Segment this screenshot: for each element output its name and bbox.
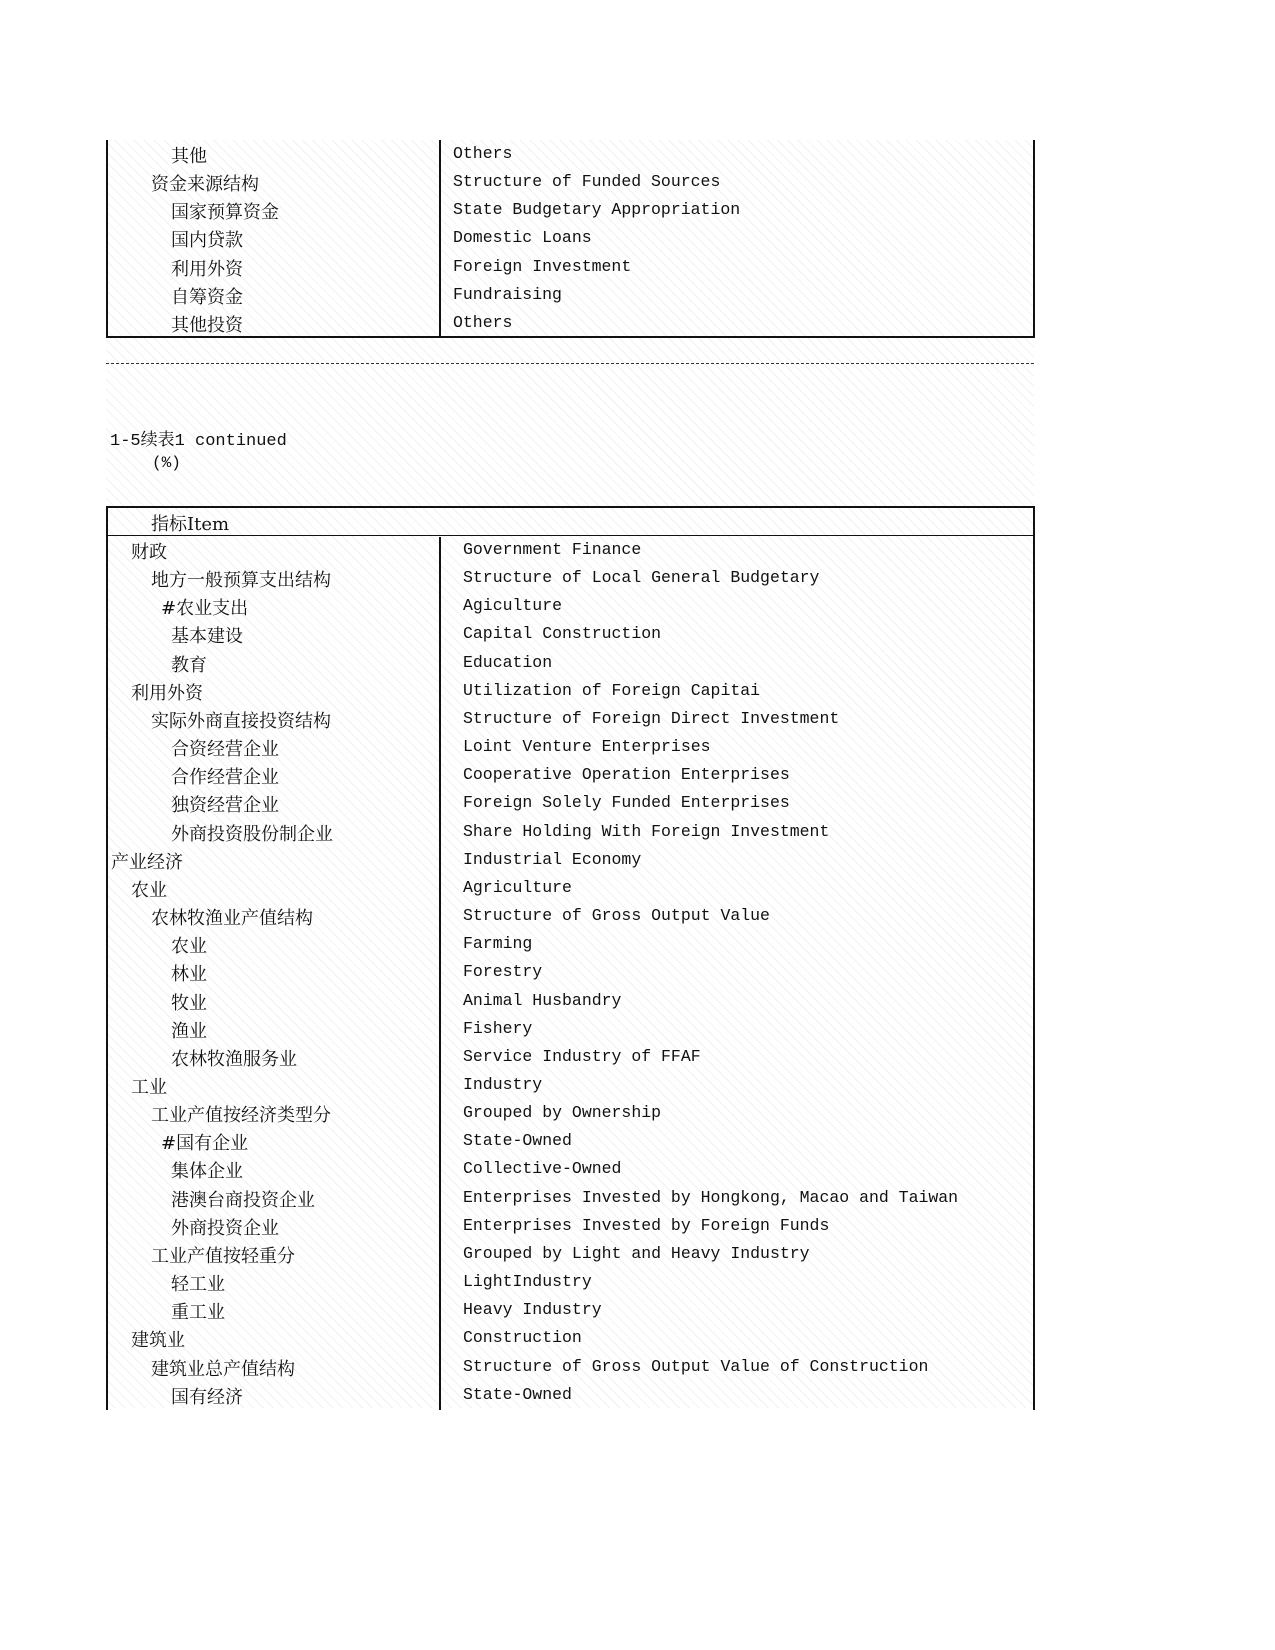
item-chinese: #农业支出 xyxy=(161,598,249,620)
table-row xyxy=(108,1240,1033,1268)
item-chinese: 轻工业 xyxy=(171,1274,225,1296)
item-english: State-Owned xyxy=(463,1131,572,1151)
item-english: Fundraising xyxy=(453,284,562,304)
table-row xyxy=(108,1043,1033,1071)
item-english: Others xyxy=(453,312,513,332)
item-chinese: 集体企业 xyxy=(171,1161,243,1183)
item-english: Collective-Owned xyxy=(463,1159,622,1179)
table-row xyxy=(108,196,1033,224)
item-english: Agriculture xyxy=(463,877,572,897)
item-english: Animal Husbandry xyxy=(463,990,622,1010)
section-title xyxy=(110,425,287,451)
table-row xyxy=(108,253,1033,281)
item-chinese: 基本建设 xyxy=(171,626,243,648)
item-chinese: 建筑业总产值结构 xyxy=(151,1358,295,1380)
item-chinese: 国家预算资金 xyxy=(171,202,279,224)
item-chinese: 国有经济 xyxy=(171,1386,243,1408)
table-row xyxy=(108,733,1033,761)
table-row xyxy=(108,1296,1033,1324)
item-english: Industrial Economy xyxy=(463,849,642,869)
item-chinese: 实际外商直接投资结构 xyxy=(151,710,331,732)
item-chinese: 农林牧渔服务业 xyxy=(171,1048,297,1070)
item-chinese: 林业 xyxy=(171,964,207,986)
item-english: Enterprises Invested by Hongkong, Macao and Taiwan xyxy=(463,1187,959,1207)
item-chinese: 教育 xyxy=(171,654,207,676)
item-chinese: 渔业 xyxy=(171,1020,207,1042)
table-bottom xyxy=(106,506,1035,1410)
item-chinese: 外商投资企业 xyxy=(171,1217,279,1239)
table-header xyxy=(108,508,1033,536)
item-english: Farming xyxy=(463,934,533,954)
table-row xyxy=(108,1015,1033,1043)
item-english: Loint Venture Enterprises xyxy=(463,737,711,757)
item-english: Service Industry of FFAF xyxy=(463,1046,701,1066)
item-english: Agiculture xyxy=(463,596,563,616)
table-row xyxy=(108,309,1033,337)
table-row xyxy=(108,930,1033,958)
item-chinese: 工业 xyxy=(131,1076,167,1098)
table-row xyxy=(108,536,1033,564)
item-chinese: 地方一般预算支出结构 xyxy=(151,570,331,592)
page-break-line xyxy=(106,363,1034,364)
table-top xyxy=(106,140,1035,338)
table-row xyxy=(108,1353,1033,1381)
table-row xyxy=(108,1099,1033,1127)
item-chinese: 农林牧渔业产值结构 xyxy=(151,908,313,930)
table-row xyxy=(108,958,1033,986)
unit-label: (%) xyxy=(152,454,181,472)
item-english: Construction xyxy=(463,1328,582,1348)
item-chinese: 自筹资金 xyxy=(171,286,243,308)
item-chinese: 财政 xyxy=(131,542,167,563)
item-chinese: 国内贷款 xyxy=(171,230,243,252)
item-chinese: 工业产值按经济类型分 xyxy=(151,1105,331,1127)
item-english: Education xyxy=(463,652,553,672)
table-row xyxy=(108,705,1033,733)
item-chinese: 外商投资股份制企业 xyxy=(171,823,333,845)
item-chinese: 产业经济 xyxy=(111,851,183,873)
item-chinese: 其他 xyxy=(171,146,207,167)
item-chinese: 牧业 xyxy=(171,992,207,1014)
item-english: Others xyxy=(453,144,513,163)
table-row xyxy=(108,1155,1033,1183)
table-row xyxy=(108,1324,1033,1352)
item-chinese: 其他投资 xyxy=(171,314,243,336)
table-row xyxy=(108,874,1033,902)
item-chinese: 合资经营企业 xyxy=(171,739,279,761)
item-chinese: 港澳台商投资企业 xyxy=(171,1189,315,1211)
table-row xyxy=(108,281,1033,309)
item-english: State Budgetary Appropriation xyxy=(453,200,741,220)
table-row xyxy=(108,987,1033,1015)
table-row xyxy=(108,1071,1033,1099)
table-row xyxy=(108,168,1033,196)
item-english: Capital Construction xyxy=(463,624,662,644)
item-english: Foreign Solely Funded Enterprises xyxy=(463,793,790,813)
table-row xyxy=(108,1212,1033,1240)
item-chinese: 农业 xyxy=(171,936,207,958)
table-row xyxy=(108,1381,1033,1409)
table-row xyxy=(108,1184,1033,1212)
item-english: State-Owned xyxy=(463,1384,572,1404)
item-chinese: 工业产值按轻重分 xyxy=(151,1245,295,1267)
item-english: Utilization of Foreign Capitai xyxy=(463,680,761,700)
item-english: Share Holding With Foreign Investment xyxy=(463,821,830,841)
table-row xyxy=(108,224,1033,252)
table-row xyxy=(108,620,1033,648)
item-english: Foreign Investment xyxy=(453,256,632,276)
item-chinese: 利用外资 xyxy=(131,682,203,704)
item-english: Industry xyxy=(463,1074,543,1094)
table-row xyxy=(108,902,1033,930)
table-row xyxy=(108,1127,1033,1155)
item-english: Heavy Industry xyxy=(463,1300,602,1320)
table-row xyxy=(108,818,1033,846)
table-row xyxy=(108,677,1033,705)
section-title-text: 1-5续表1 continued xyxy=(110,432,287,451)
item-english: Fishery xyxy=(463,1018,533,1038)
table-row xyxy=(108,846,1033,874)
item-english: Structure of Gross Output Value xyxy=(463,906,770,926)
item-english: Forestry xyxy=(463,962,543,982)
item-chinese: 合作经营企业 xyxy=(171,767,279,789)
item-english: Structure of Local General Budgetary xyxy=(463,568,820,588)
item-english: Structure of Foreign Direct Investment xyxy=(463,708,840,728)
item-english: Structure of Gross Output Value of Construction xyxy=(463,1356,929,1376)
item-english: Grouped by Ownership xyxy=(463,1103,662,1123)
table-row xyxy=(108,649,1033,677)
table-row xyxy=(108,140,1033,168)
item-chinese: 农业 xyxy=(131,879,167,901)
table-row xyxy=(108,761,1033,789)
item-english: Government Finance xyxy=(463,540,642,559)
item-chinese: 重工业 xyxy=(171,1302,225,1324)
item-english: LightIndustry xyxy=(463,1272,592,1292)
header-cell: 指标Item xyxy=(151,514,230,535)
table-row xyxy=(108,592,1033,620)
item-chinese: 独资经营企业 xyxy=(171,795,279,817)
table-row xyxy=(108,1268,1033,1296)
item-english: Cooperative Operation Enterprises xyxy=(463,765,790,785)
table-row xyxy=(108,564,1033,592)
item-chinese: 资金来源结构 xyxy=(151,174,259,196)
item-english: Grouped by Light and Heavy Industry xyxy=(463,1243,810,1263)
item-english: Structure of Funded Sources xyxy=(453,172,721,192)
table-row xyxy=(108,789,1033,817)
item-english: Enterprises Invested by Foreign Funds xyxy=(463,1215,830,1235)
item-english: Domestic Loans xyxy=(453,228,592,248)
item-chinese: 建筑业 xyxy=(131,1330,185,1352)
item-chinese: #国有企业 xyxy=(161,1133,249,1155)
item-chinese: 利用外资 xyxy=(171,258,243,280)
